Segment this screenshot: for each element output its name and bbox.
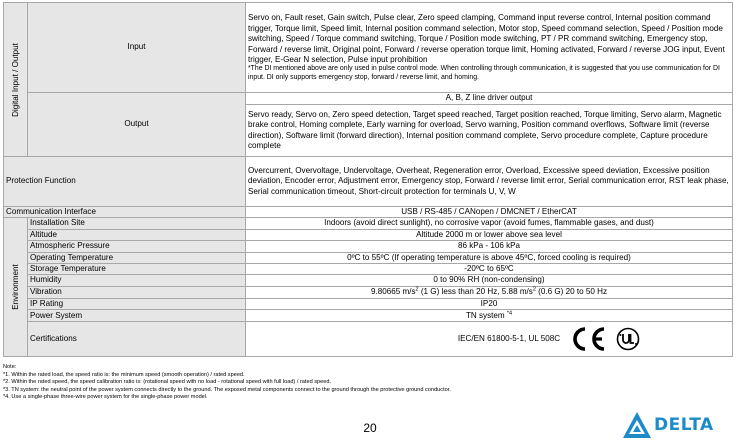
- communication-row: [4, 207, 733, 218]
- dio-group-label: Digital Input / Output: [10, 42, 20, 117]
- env-value: 0ºC to 55ºC (If operating temperature is above 45ºC, forced cooling is required): [246, 252, 733, 263]
- cert-value: IEC/EN 61800-5-1, UL 508C: [457, 334, 561, 344]
- vibration-label: Vibration: [28, 286, 246, 298]
- delta-triangle-icon: [622, 411, 652, 439]
- env-label: Storage Temperature: [28, 264, 246, 275]
- note-item: *3. TN system: the neutral point of the power system connects directly to the ground. The exposed metal components connect to the ground through the protective ground conductor.: [3, 386, 451, 393]
- note-item: *4. Use a single-phase three-wire power system for the single-phase power model.: [3, 394, 208, 401]
- power-label: Power System: [28, 310, 246, 322]
- env-row: [4, 252, 733, 263]
- env-value: -20ºC to 65ºC: [246, 264, 733, 275]
- output-value: Servo ready, Servo on, Zero speed detection, Target speed reached, Target position reached, Torque limiting, Servo alarm, Magnetic brake control, Homing complete, Early warning for overload, Servo warning, Position command overflows, Software limit (reverse direction), Software limit (forward direction), Internal position command complete, Servo procedure complete, Capture procedure complete: [246, 105, 733, 157]
- vibration-exp2: 2: [532, 286, 536, 293]
- env-row: [4, 218, 733, 229]
- dio-group-cell: [4, 3, 28, 157]
- env-label: Atmospheric Pressure: [28, 241, 246, 252]
- env-value: Altitude 2000 m or lower above sea level: [246, 229, 733, 240]
- input-row: [4, 3, 733, 93]
- protection-row: [4, 157, 733, 207]
- communication-label: Communication Interface: [4, 207, 246, 218]
- note-item: *1. Within the rated load, the speed ratio is: the minimum speed (smooth operation) / rated speed.: [3, 371, 245, 378]
- vibration-part3: (0.6 G) 20 to 50 Hz: [535, 287, 607, 297]
- delta-brand-text: DELTA: [654, 415, 714, 435]
- env-row: [4, 264, 733, 275]
- env-label: Operating Temperature: [28, 252, 246, 263]
- notes-heading: Note:: [3, 364, 17, 370]
- power-value: [246, 310, 733, 322]
- environment-group-cell: [4, 218, 28, 357]
- cert-label: Certifications: [28, 322, 246, 357]
- protection-label: Protection Function: [4, 157, 246, 207]
- env-row: [4, 275, 733, 286]
- spec-table: [3, 2, 733, 357]
- cert-value-cell: [246, 322, 733, 357]
- output-abz-value: A, B, Z line driver output: [246, 93, 733, 105]
- env-label: Installation Site: [28, 218, 246, 229]
- input-value: [246, 3, 733, 93]
- ip-row: [4, 298, 733, 309]
- protection-value: Overcurrent, Overvoltage, Undervoltage, Overheat, Regeneration error, Overload, Excessive speed deviation, Excessive position deviation, Encoder error, Adjustment error, Emergency stop, Forward / reverse limit error, Serial communication error, RST leak phase, Serial communication timeout, Short-circuit protection for terminals U, V, W: [246, 157, 733, 207]
- env-label: Altitude: [28, 229, 246, 240]
- env-label: Humidity: [28, 275, 246, 286]
- communication-value: USB / RS-485 / CANopen / DMCNET / EtherCAT: [246, 207, 733, 218]
- ip-label: IP Rating: [28, 298, 246, 309]
- input-text: Servo on, Fault reset, Gain switch, Pulse clear, Zero speed clamping, Command input reverse control, Internal position command trigger, Torque limit, Speed limit, Internal position command selection, Motor stop, Speed command selection, Speed / Position mode switching, Speed / Torque command switching, Torque / Position mode switching, PT / PR command switching, Emergency stop, Forward / reverse limit, Original point, Forward / reverse operation torque limit, Homing activated, Forward / reverse JOG input, Event trigger, E-Gear N selection, Pulse input prohibition: [248, 13, 725, 65]
- vibration-row: [4, 286, 733, 298]
- vibration-value: [246, 286, 733, 298]
- ip-value: IP20: [246, 298, 733, 309]
- power-mark: *4: [506, 309, 513, 316]
- env-row: [4, 241, 733, 252]
- env-value: 86 kPa - 106 kPa: [246, 241, 733, 252]
- input-label: Input: [28, 3, 246, 93]
- page-number: 20: [363, 421, 377, 435]
- output-abz-row: [4, 93, 733, 105]
- env-row: [4, 229, 733, 240]
- env-value: 0 to 90% RH (non-condensing): [246, 275, 733, 286]
- input-note: *The DI mentioned above are only used in pulse control mode. When controlling through communication, it is suggested that you use communication for DI input. DI only supports emergency stop, forward / reverse limit, and homing.: [248, 65, 720, 81]
- delta-logo: [622, 408, 734, 442]
- ce-mark-icon: [568, 326, 608, 352]
- cul-us-listed-icon: [616, 327, 640, 351]
- cert-row: [4, 322, 733, 357]
- environment-group-label: Environment: [10, 264, 20, 311]
- footnotes: [3, 364, 703, 402]
- vibration-part1: 9.80665 m/s: [370, 287, 416, 297]
- env-value: Indoors (avoid direct sunlight), no corrosive vapor (avoid fumes, flammable gases, and dust): [246, 218, 733, 229]
- power-row: [4, 310, 733, 322]
- vibration-part2: (1 G) less than 20 Hz, 5.88 m/s: [418, 287, 533, 297]
- note-item: *2. Within the rated speed, the speed calibration ratio is: (rotational speed with no load - rotational speed with full load) / rated speed.: [3, 379, 332, 386]
- power-text: TN system: [465, 310, 505, 320]
- output-label: Output: [28, 93, 246, 157]
- vibration-exp1: 2: [415, 286, 419, 293]
